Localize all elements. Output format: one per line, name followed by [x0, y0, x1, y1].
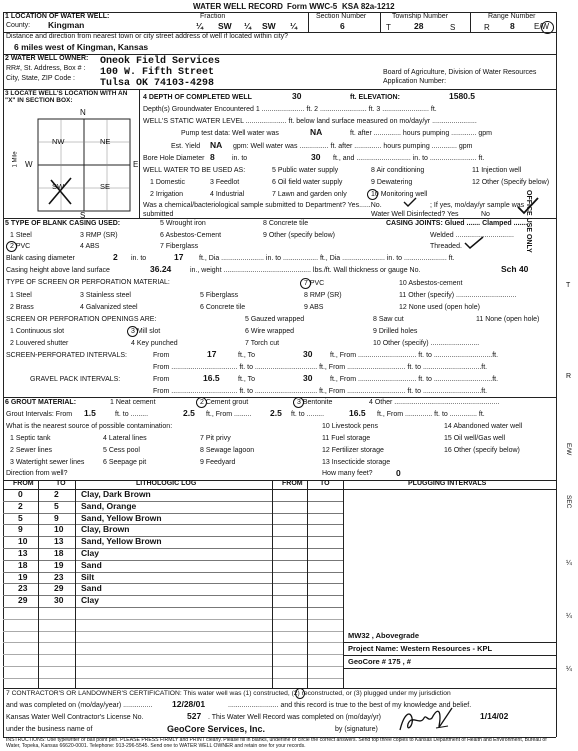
township-value[interactable]: 28 — [414, 21, 424, 31]
range-value[interactable]: 8 — [510, 21, 515, 31]
log-description[interactable]: Clay — [81, 595, 99, 606]
log-header-lithologic: LITHOLOGIC LOG — [136, 480, 197, 487]
side-r: R — [566, 373, 572, 380]
grout1-to[interactable]: 2.5 — [183, 408, 195, 418]
form-title: WATER WELL RECORD — [193, 2, 283, 11]
range-label: Range Number — [488, 13, 536, 20]
business-name[interactable]: GeoCore Services, Inc. — [167, 724, 266, 734]
use-monitoring[interactable]: 10 Monitoring well — [371, 191, 428, 198]
log-from[interactable]: 0 — [18, 489, 23, 499]
log-from[interactable]: 2 — [18, 500, 23, 511]
se-label: SE — [100, 182, 111, 191]
use-domestic[interactable]: 1 Domestic — [150, 179, 186, 186]
screen-abs[interactable]: 9 ABS — [304, 304, 324, 311]
casing-steel[interactable]: 1 Steel — [10, 232, 32, 239]
screen-pvc-circle — [300, 278, 311, 289]
use-other[interactable]: 12 Other (Specify below) — [472, 179, 550, 186]
disinfected-label[interactable]: Water Well Disinfected? Yes — [371, 211, 459, 218]
gauge-value[interactable]: Sch 40 — [501, 264, 529, 274]
section-3-label: 3 LOCATE WELL'S LOCATION WITH AN "X" IN SECTION BOX: — [5, 90, 128, 105]
contam-sewer[interactable]: 2 Sewer lines — [10, 447, 53, 454]
log-description[interactable]: Sand — [81, 559, 102, 570]
use-lawn[interactable]: 7 Lawn and garden only — [272, 191, 347, 198]
contam-oilwell[interactable]: 15 Oil well/Gas well — [444, 435, 506, 442]
log-description[interactable]: Sand, Orange — [81, 500, 137, 511]
log-from[interactable]: 18 — [18, 559, 28, 570]
township-t: T — [386, 23, 391, 32]
elevation-label: ft. ELEVATION: — [350, 94, 400, 101]
contam-other[interactable]: 16 Other (specify below) — [444, 447, 520, 454]
section-grid[interactable] — [37, 118, 131, 212]
spi-to-value[interactable]: 30 — [303, 349, 313, 359]
west-label: W — [25, 160, 33, 169]
chem-sample-rest: ; If yes, mo/day/yr sample was — [430, 202, 525, 209]
opening-other[interactable]: 10 Other (specify) ......................... — [373, 340, 480, 347]
contamination-label: What is the nearest source of possible contamination: — [6, 423, 173, 430]
log-to[interactable]: 19 — [54, 559, 64, 570]
screen-fiberglass[interactable]: 5 Fiberglass — [200, 292, 239, 299]
depth-value[interactable]: 30 — [292, 91, 302, 101]
log-description[interactable]: Clay — [81, 548, 99, 558]
direction-label[interactable]: Direction from well? — [6, 470, 68, 477]
log-description[interactable]: Clay, Brown — [81, 524, 130, 535]
opening-none[interactable]: 11 None (open hole) — [476, 316, 540, 323]
log-description[interactable]: Sand — [81, 583, 102, 594]
completed-value[interactable]: 12/28/01 — [172, 699, 206, 709]
checkmark-icon — [403, 197, 417, 207]
instructions-text: INSTRUCTIONS: Use typewriter or ball point pen. PLEASE PRESS FIRMLY and PRINT clearly. Please fill in blanks, underline or circle the correct answers. Send top three copies to Kansas Department of Health and Environment, Bureau of Water, Topeka, Kansas 66620-0001. Telephone: 913-296-5545. Send one to WATER WELL OWNER and retain one for your records. — [6, 737, 547, 749]
pump-test-label: Pump test data: Well water was — [181, 130, 279, 137]
fraction-v1[interactable]: SW — [218, 21, 232, 31]
mile-label: 1 Mile — [12, 151, 19, 168]
range-dir: E/W — [534, 22, 550, 31]
grout-neat[interactable]: 1 Neat cement — [110, 399, 156, 406]
log-header-from2: FROM — [282, 480, 303, 487]
side-sec: SEC — [565, 495, 572, 509]
gp-to-label: ft., To — [238, 376, 255, 383]
log-from[interactable]: 13 — [18, 548, 28, 558]
contam-feedyard[interactable]: 9 Feedyard — [200, 459, 236, 466]
checkmark-icon — [464, 236, 484, 250]
form-number: Form WWC-5 — [287, 2, 338, 11]
depth-label: 4 DEPTH OF COMPLETED WELL — [143, 94, 252, 101]
contam-septic[interactable]: 1 Septic tank — [10, 435, 51, 442]
screen-steel[interactable]: 1 Steel — [10, 292, 32, 299]
nw-label: NW — [52, 137, 65, 146]
grout2-from[interactable]: 2.5 — [270, 408, 282, 418]
grout-label: 6 GROUT MATERIAL: — [5, 399, 77, 406]
application-number[interactable]: Application Number: — [383, 78, 447, 85]
screen-brass[interactable]: 2 Brass — [10, 304, 34, 311]
fraction-label: Fraction — [200, 13, 226, 20]
signature-label: by (signature) — [335, 726, 378, 733]
ne-label: NE — [100, 137, 111, 146]
fraction-q3: ¼ — [290, 21, 298, 31]
log-note-geocore: GeoCore # 175 , # — [348, 657, 411, 666]
owner-city[interactable]: Tulsa OK 74103-4298 — [100, 78, 215, 89]
section-1-label: 1 LOCATION OF WATER WELL: — [5, 13, 110, 20]
grout-cement-circle — [196, 397, 207, 408]
screen-label: TYPE OF SCREEN OR PERFORATION MATERIAL: — [6, 279, 170, 286]
how-many-label: How many feet? — [322, 470, 373, 477]
how-many-value[interactable]: 0 — [396, 468, 401, 478]
casing-other[interactable]: 9 Other (specify below) — [263, 232, 335, 239]
casing-height-value[interactable]: 36.24 — [150, 264, 172, 274]
business-label: under the business name of — [6, 726, 93, 733]
blank-rest: ft., Dia ...................... in. to .................. ft., Dia ...................... in. to ...................... ft. — [199, 255, 455, 262]
opening-mill[interactable]: 3 Mill slot — [131, 328, 161, 335]
owner-name[interactable]: Oneok Field Services — [100, 56, 221, 67]
section-number-value[interactable]: 6 — [340, 21, 345, 31]
log-to[interactable]: 23 — [54, 571, 64, 582]
use-feedlot[interactable]: 3 Feedlot — [210, 179, 240, 186]
yield-label: Est. Yield — [171, 143, 201, 150]
section-number-label: Section Number — [316, 13, 367, 20]
distance-value[interactable]: 6 miles west of Kingman, Kansas — [14, 42, 149, 52]
casing-concrete[interactable]: 8 Concrete tile — [263, 220, 309, 227]
weight-label: in., weight ............................................. lbs./ft. Wall thickness or gauge No. — [190, 267, 421, 274]
bore-rest: ft., and ............................ in. to ........................ ft. — [333, 155, 485, 162]
pump-test-rest: ft. after .............. hours pumping ............. gpm — [350, 130, 492, 137]
signature[interactable] — [396, 704, 456, 738]
fraction-q1: ¼ — [196, 21, 204, 31]
record-date[interactable]: 1/14/02 — [480, 711, 509, 721]
opening-continuous[interactable]: 1 Continuous slot — [10, 328, 65, 335]
grout-bentonite[interactable]: 3 Bentonite — [297, 399, 333, 406]
log-header-to2: TO — [320, 480, 330, 487]
board-text: Board of Agriculture, Division of Water Resources — [383, 69, 537, 76]
grout-cement[interactable]: 2 Cement grout — [200, 399, 249, 406]
sw-label: SW — [52, 182, 65, 191]
certification-text: 7 CONTRACTOR'S OR LANDOWNER'S CERTIFICATION: This water well was (1) constructed, (2) reconstructed, or (3) plugged under my jurisdiction — [6, 690, 451, 697]
grout1-from[interactable]: 1.5 — [84, 408, 96, 418]
contam-seepage[interactable]: 6 Seepage pit — [103, 459, 147, 466]
joints-label[interactable]: CASING JOINTS: Glued ....... Clamped ....... — [386, 220, 528, 227]
log-header-from: FROM — [13, 480, 34, 487]
screen-pvc[interactable]: 7 PVC — [304, 280, 325, 287]
welded-label[interactable]: Welded .............................. — [430, 232, 514, 239]
casing-height-label: Casing height above land surface — [6, 267, 110, 274]
log-from[interactable]: 9 — [18, 524, 23, 535]
opening-drilled[interactable]: 9 Drilled holes — [373, 328, 418, 335]
contam-privy[interactable]: 7 Pit privy — [200, 435, 231, 442]
owner-address[interactable]: 100 W. Fifth Street — [100, 67, 215, 78]
log-from[interactable]: 23 — [18, 583, 28, 594]
office-use-label: OFFICE USE ONLY — [525, 190, 532, 253]
yield-value[interactable]: NA — [210, 140, 223, 150]
log-from[interactable]: 5 — [18, 512, 23, 523]
elevation-value[interactable]: 1580.5 — [449, 91, 475, 101]
casing-label: 5 TYPE OF BLANK CASING USED: — [5, 220, 121, 227]
distance-label: Distance and direction from nearest town or city street address of well if located within city? — [6, 33, 289, 40]
casing-rmp[interactable]: 3 RMP (SR) — [80, 232, 118, 239]
blank-to: in. to — [131, 255, 147, 262]
bore-to: in. to — [232, 155, 248, 162]
casing-fiberglass[interactable]: 7 Fiberglass — [160, 243, 199, 250]
log-description[interactable]: Sand, Yellow Brown — [81, 536, 162, 547]
contam-abandoned[interactable]: 14 Abandoned water well — [444, 423, 523, 430]
use-oilfield[interactable]: 6 Oil field water supply — [272, 179, 343, 186]
spi-to-label: ft., To — [238, 352, 255, 359]
log-header-to: TO — [56, 480, 66, 487]
side-q1: ¼ — [566, 560, 572, 567]
side-ew: E/W — [565, 443, 572, 456]
county-value[interactable]: Kingman — [48, 20, 85, 30]
yield-rest: gpm: Well water was ............... ft. after .............. hours pumping ............. gpm — [233, 143, 473, 150]
monitoring-circle — [367, 189, 378, 200]
log-from[interactable]: 10 — [18, 536, 28, 547]
gp-to-value[interactable]: 30 — [303, 373, 313, 383]
contam-cess[interactable]: 5 Cess pool — [103, 447, 140, 454]
contam-livestock[interactable]: 10 Livestock pens — [322, 423, 379, 430]
grout-intervals-label: Grout Intervals: From — [6, 411, 73, 418]
section-2-label: 2 WATER WELL OWNER: — [5, 55, 89, 62]
blank-diameter-value[interactable]: 2 — [113, 252, 118, 262]
opening-louvered[interactable]: 2 Louvered shutter — [10, 340, 69, 347]
log-note-project: Project Name: Western Resources - KPL — [348, 644, 493, 653]
contam-fertilizer[interactable]: 12 Fertilizer storage — [322, 447, 384, 454]
casing-wrought[interactable]: 5 Wrought iron — [160, 220, 206, 227]
spi-from-value[interactable]: 17 — [207, 349, 217, 359]
log-note-mw: MW32 , Abovegrade — [348, 631, 419, 640]
bore-depth[interactable]: 30 — [311, 152, 321, 162]
north-label: N — [80, 108, 86, 117]
grout-other[interactable]: 4 Other ...................................................... — [369, 399, 500, 406]
township-label: Township Number — [392, 13, 449, 20]
screen-stainless[interactable]: 3 Stainless steel — [80, 292, 131, 299]
gp-from-label: From — [153, 376, 170, 383]
log-to[interactable]: 9 — [54, 512, 59, 523]
mill-slot-circle — [127, 326, 138, 337]
disinfected-no[interactable]: No — [481, 211, 490, 218]
log-from[interactable]: 29 — [18, 595, 28, 606]
address-label: RR#, St. Address, Box # : — [6, 65, 86, 72]
log-to[interactable]: 18 — [54, 548, 64, 558]
log-description[interactable]: Silt — [81, 571, 95, 582]
opening-key[interactable]: 4 Key punched — [131, 340, 178, 347]
range-r: R — [484, 23, 490, 32]
opening-wire[interactable]: 6 Wire wrapped — [245, 328, 295, 335]
city-label: City, State, ZIP Code : — [6, 75, 75, 82]
use-air[interactable]: 8 Air conditioning — [371, 167, 425, 174]
casing-pvc[interactable]: 2 PVC — [10, 243, 31, 250]
groundwater-label[interactable]: Depth(s) Groundwater Encountered 1 ...................... ft. 2 ........................ ft. 3 ........................ ft. — [143, 106, 437, 113]
east-label: E — [133, 160, 139, 169]
log-description[interactable]: Clay, Dark Brown — [81, 489, 151, 499]
south-label: S — [80, 211, 86, 220]
fraction-q2: ¼ — [244, 21, 252, 31]
log-to[interactable]: 29 — [54, 583, 64, 594]
use-injection[interactable]: 11 Injection well — [472, 167, 522, 174]
completed-rest: .......................... and this record is true to the best of my knowledge and belief. — [228, 702, 472, 709]
opening-gauzed[interactable]: 5 Gauzed wrapped — [245, 316, 305, 323]
side-t: T — [566, 282, 571, 289]
use-public[interactable]: 5 Public water supply — [272, 167, 339, 174]
log-to[interactable]: 5 — [54, 500, 59, 511]
log-to[interactable]: 30 — [54, 595, 64, 606]
screen-other[interactable]: 11 Other (specify) ............................... — [399, 292, 517, 299]
submitted-label: submitted — [143, 211, 174, 218]
completed-label: and was completed on (mo/day/year) ............... — [6, 702, 153, 709]
contam-lagoon[interactable]: 8 Sewage lagoon — [200, 447, 255, 454]
log-header-plugging: PLUGGING INTERVALS — [408, 480, 487, 487]
use-irrigation[interactable]: 2 Irrigation — [150, 191, 184, 198]
constructed-circle — [295, 688, 305, 699]
screen-rmp[interactable]: 8 RMP (SR) — [304, 292, 342, 299]
screen-galvanized[interactable]: 4 Galvanized steel — [80, 304, 138, 311]
gp-label: GRAVEL PACK INTERVALS: — [30, 376, 121, 383]
use-dewatering[interactable]: 9 Dewatering — [371, 179, 413, 186]
static-level-label[interactable]: WELL'S STATIC WATER LEVEL ..................... ft. below land surface measured on mo/day/yr ....................... — [143, 118, 477, 125]
casing-asbestos[interactable]: 6 Asbestos-Cement — [160, 232, 222, 239]
spi-label: SCREEN-PERFORATED INTERVALS: — [6, 352, 127, 359]
county-label: County: — [6, 22, 31, 29]
threaded-label[interactable]: Threaded. — [430, 243, 462, 250]
log-to[interactable]: 10 — [54, 524, 64, 535]
screen-none[interactable]: 12 None used (open hole) — [399, 304, 480, 311]
side-q2: ¼ — [566, 613, 572, 620]
contam-lateral[interactable]: 4 Lateral lines — [103, 435, 147, 442]
opening-torch[interactable]: 7 Torch cut — [245, 340, 280, 347]
use-label: WELL WATER TO BE USED AS: — [143, 167, 246, 174]
township-dir: S — [450, 23, 456, 32]
spi-from-label: From — [153, 352, 170, 359]
bore-value[interactable]: 8 — [210, 152, 215, 162]
gp-from-value[interactable]: 16.5 — [203, 373, 220, 383]
pump-test-value[interactable]: NA — [310, 127, 323, 137]
side-q3: ¼ — [566, 666, 572, 673]
license-rest: . This Water Well Record was completed on (mo/day/yr) — [208, 714, 381, 721]
screen-concrete[interactable]: 6 Concrete tile — [200, 304, 246, 311]
license-value[interactable]: 527 — [187, 711, 202, 721]
grout2-to[interactable]: 16.5 — [349, 408, 366, 418]
license-label: Kansas Water Well Contractor's License No. — [6, 714, 144, 721]
log-to[interactable]: 13 — [54, 536, 64, 547]
screen-asbestos[interactable]: 10 Asbestos-cement — [399, 280, 463, 287]
blank-ft[interactable]: 17 — [174, 252, 184, 262]
contam-fuel[interactable]: 11 Fuel storage — [322, 435, 371, 442]
fraction-v2[interactable]: SW — [262, 21, 276, 31]
use-industrial[interactable]: 4 Industrial — [210, 191, 245, 198]
ksa-number: KSA 82a-1212 — [342, 2, 395, 11]
bore-label: Bore Hole Diameter — [143, 155, 205, 162]
log-to[interactable]: 2 — [54, 489, 59, 499]
casing-abs[interactable]: 4 ABS — [80, 243, 100, 250]
blank-diameter-label: Blank casing diameter — [6, 255, 75, 262]
contam-watertight[interactable]: 3 Watertight sewer lines — [10, 459, 85, 466]
contam-insecticide[interactable]: 13 Insecticide storage — [322, 459, 391, 466]
grout-bentonite-circle — [293, 397, 304, 408]
chem-sample-label[interactable]: Was a chemical/bacteriological sample submitted to Department? Yes......No. — [143, 202, 382, 209]
log-from[interactable]: 19 — [18, 571, 28, 582]
log-description[interactable]: Sand, Yellow Brown — [81, 512, 162, 523]
casing-pvc-circle — [6, 241, 17, 252]
openings-label: SCREEN OR PERFORATION OPENINGS ARE: — [6, 316, 157, 323]
opening-saw[interactable]: 8 Saw cut — [373, 316, 404, 323]
